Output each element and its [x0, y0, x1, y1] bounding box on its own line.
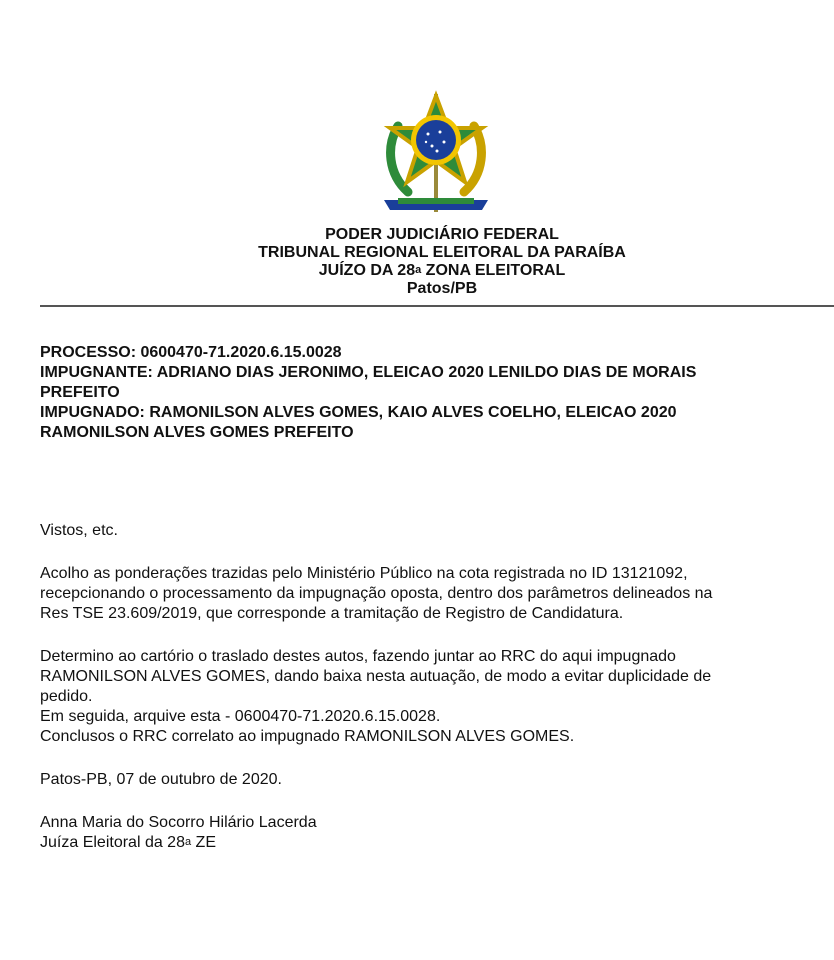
paragraph-2-line-3: pedido. — [40, 688, 93, 705]
process-number: PROCESSO: 0600470-71.2020.6.15.0028 — [40, 344, 342, 361]
impugnado-line-cont: RAMONILSON ALVES GOMES PREFEITO — [40, 424, 354, 441]
header-divider — [40, 305, 834, 307]
paragraph-2-line-1: Determino ao cartório o traslado destes autos, fazendo juntar ao RRC do aqui impugnado — [40, 648, 676, 665]
impugnado-line: IMPUGNADO: RAMONILSON ALVES GOMES, KAIO ALVES COELHO, ELEICAO 2020 — [40, 404, 677, 421]
paragraph-1-line-2: recepcionando o processamento da impugnação oposta, dentro dos parâmetros delineados na — [40, 585, 713, 602]
paragraph-1-line-3: Res TSE 23.609/2019, que corresponde a tramitação de Registro de Candidatura. — [40, 605, 624, 622]
greeting: Vistos, etc. — [40, 522, 118, 539]
coat-of-arms-brazil-emblem — [374, 88, 498, 220]
process-block — [40, 343, 820, 443]
impugnante-line: IMPUGNANTE: ADRIANO DIAS JERONIMO, ELEICAO 2020 LENILDO DIAS DE MORAIS — [40, 364, 697, 381]
header-line-1: PODER JUDICIÁRIO FEDERAL — [325, 226, 559, 243]
paragraph-1-line-1: Acolho as ponderações trazidas pelo Ministério Público na cota registrada no ID 13121092, — [40, 565, 688, 582]
paragraph-2-line-4: Em seguida, arquive esta - 0600470-71.2020.6.15.0028. — [40, 708, 441, 725]
header-line-3: JUÍZO DA 28$^a$ ZONA ELEITORAL — [318, 262, 566, 279]
header-line-2: TRIBUNAL REGIONAL ELEITORAL DA PARAÍBA — [258, 244, 626, 261]
paragraph-2-line-2: RAMONILSON ALVES GOMES, dando baixa nesta autuação, de modo a evitar duplicidade de — [40, 668, 712, 685]
court-header — [0, 226, 834, 298]
paragraph-2-line-5: Conclusos o RRC correlato ao impugnado RAMONILSON ALVES GOMES. — [40, 728, 575, 745]
date-line: Patos-PB, 07 de outubro de 2020. — [40, 771, 282, 788]
header-line-4: Patos/PB — [406, 280, 478, 297]
decision-body — [40, 521, 820, 853]
signatory-title: Juíza Eleitoral da 28$^a$ ZE — [40, 834, 216, 851]
impugnante-line-cont: PREFEITO — [40, 384, 120, 401]
signatory-name: Anna Maria do Socorro Hilário Lacerda — [40, 814, 317, 831]
